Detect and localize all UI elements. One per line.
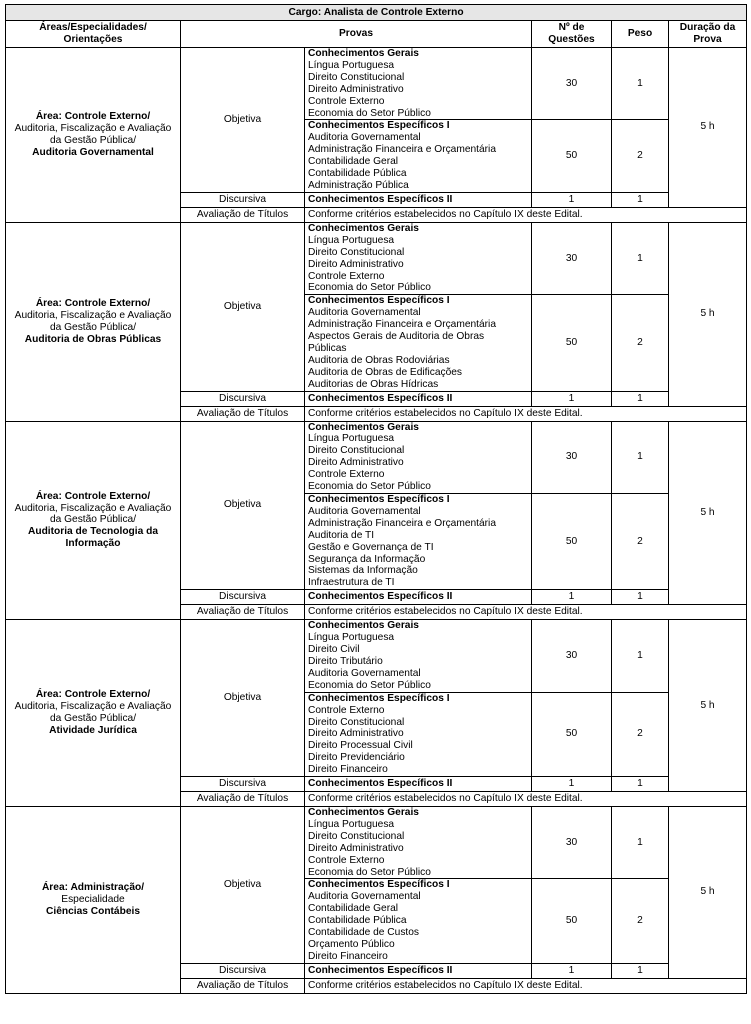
area-line: Auditoria, Fiscalização e Avaliação bbox=[14, 309, 172, 321]
questoes-cell: 30 bbox=[532, 48, 612, 120]
area-line: da Gestão Pública/ bbox=[49, 321, 137, 333]
questoes-cell: 50 bbox=[532, 494, 612, 590]
subject-item: Administração Financeira e Orçamentária bbox=[308, 319, 496, 331]
questoes-cell: 50 bbox=[532, 879, 612, 963]
conhecimentos-especificos bbox=[305, 120, 532, 192]
subject-item: Direito Financeiro bbox=[308, 950, 388, 962]
prova-titulos: Avaliação de Títulos bbox=[181, 207, 305, 222]
conhecimentos-especificos bbox=[305, 692, 532, 776]
peso-cell: 2 bbox=[612, 692, 669, 776]
titulos-texto: Conforme critérios estabelecidos no Capítulo IX deste Edital. bbox=[305, 207, 747, 222]
duracao-cell: 5 h bbox=[669, 421, 747, 605]
peso-cell: 1 bbox=[612, 421, 669, 493]
prova-objetiva: Objetiva bbox=[181, 222, 305, 391]
duracao-cell: 5 h bbox=[669, 620, 747, 792]
questoes-cell: 30 bbox=[532, 807, 612, 879]
peso-cell: 1 bbox=[612, 48, 669, 120]
subject-item: Direito Previdenciário bbox=[308, 752, 405, 764]
peso-cell: 2 bbox=[612, 120, 669, 192]
prova-titulos: Avaliação de Títulos bbox=[181, 605, 305, 620]
questoes-cell: 50 bbox=[532, 295, 612, 391]
header-peso: Peso bbox=[612, 21, 669, 48]
subject-item: Contabilidade Geral bbox=[308, 156, 399, 168]
area-cell bbox=[6, 48, 181, 223]
subject-item: Direito Constitucional bbox=[308, 716, 405, 728]
questoes-cell: 1 bbox=[532, 963, 612, 978]
peso-cell: 1 bbox=[612, 222, 669, 294]
subject-item: Auditorias de Obras Hídricas bbox=[308, 378, 439, 390]
subject-item: Orçamento Público bbox=[308, 939, 395, 950]
list-heading: Conhecimentos Gerais bbox=[308, 222, 419, 234]
header-areas: Áreas/Especialidades/ Orientações bbox=[6, 21, 181, 48]
titulos-texto: Conforme critérios estabelecidos no Capítulo IX deste Edital. bbox=[305, 792, 747, 807]
subject-item: Direito Constitucional bbox=[308, 445, 405, 457]
questoes-cell: 1 bbox=[532, 777, 612, 792]
subject-item: Língua Portuguesa bbox=[308, 59, 395, 71]
subject-item: Economia do Setor Público bbox=[308, 282, 431, 294]
subject-item: Públicas bbox=[308, 342, 347, 354]
subject-item: Contabilidade de Custos bbox=[308, 927, 420, 939]
subject-item: Direito Administrativo bbox=[308, 83, 404, 95]
area-title: Área: Controle Externo/ bbox=[35, 297, 151, 309]
duracao-cell: 5 h bbox=[669, 807, 747, 979]
discursiva-conteudo: Conhecimentos Específicos II bbox=[305, 777, 532, 792]
list-heading: Conhecimentos Gerais bbox=[308, 421, 419, 433]
subject-item: Auditoria Governamental bbox=[308, 132, 421, 144]
area-cell bbox=[6, 222, 181, 421]
conhecimentos-gerais bbox=[305, 807, 532, 879]
area-cell bbox=[6, 807, 181, 994]
area-especialidade: Atividade Jurídica bbox=[49, 725, 137, 737]
peso-cell: 1 bbox=[612, 590, 669, 605]
subject-item: Direito Financeiro bbox=[308, 764, 388, 776]
questoes-cell: 30 bbox=[532, 620, 612, 692]
area-especialidade: Auditoria Governamental bbox=[32, 146, 154, 158]
table-row bbox=[6, 222, 747, 294]
prova-discursiva: Discursiva bbox=[181, 590, 305, 605]
subject-item: Economia do Setor Público bbox=[308, 679, 431, 691]
subject-item: Auditoria Governamental bbox=[308, 667, 421, 679]
area-line: Auditoria, Fiscalização e Avaliação bbox=[14, 701, 172, 713]
area-cell bbox=[6, 620, 181, 807]
subject-item: Língua Portuguesa bbox=[308, 632, 395, 644]
questoes-cell: 1 bbox=[532, 590, 612, 605]
list-heading: Conhecimentos Gerais bbox=[308, 807, 419, 819]
prova-discursiva: Discursiva bbox=[181, 391, 305, 406]
subject-item: Segurança da Informação bbox=[308, 553, 426, 565]
subject-item: Gestão e Governança de TI bbox=[308, 541, 434, 553]
prova-objetiva: Objetiva bbox=[181, 421, 305, 590]
subject-item: Economia do Setor Público bbox=[308, 107, 431, 119]
area-title: Área: Controle Externo/ bbox=[35, 111, 151, 123]
peso-cell: 1 bbox=[612, 963, 669, 978]
area-especialidade: Auditoria de Tecnologia da Informação bbox=[28, 526, 158, 550]
subject-item: Contabilidade Pública bbox=[308, 168, 407, 180]
questoes-cell: 50 bbox=[532, 120, 612, 192]
table-row bbox=[6, 421, 747, 493]
area-especialidade: Auditoria de Obras Públicas bbox=[24, 333, 162, 345]
area-title: Área: Administração/ bbox=[41, 882, 145, 894]
discursiva-conteudo: Conhecimentos Específicos II bbox=[305, 590, 532, 605]
prova-discursiva: Discursiva bbox=[181, 777, 305, 792]
peso-cell: 1 bbox=[612, 777, 669, 792]
table-row bbox=[6, 48, 747, 120]
subject-item: Administração Financeira e Orçamentária bbox=[308, 144, 496, 156]
discursiva-conteudo: Conhecimentos Específicos II bbox=[305, 391, 532, 406]
list-heading: Conhecimentos Específicos I bbox=[308, 879, 450, 891]
subject-item: Auditoria de Obras Rodoviárias bbox=[308, 354, 450, 366]
titulos-texto: Conforme critérios estabelecidos no Capítulo IX deste Edital. bbox=[305, 605, 747, 620]
conhecimentos-gerais bbox=[305, 48, 532, 120]
subject-item: Controle Externo bbox=[308, 854, 385, 866]
subject-item: Sistemas da Informação bbox=[308, 565, 418, 577]
subject-item: Economia do Setor Público bbox=[308, 481, 431, 493]
table-row bbox=[6, 620, 747, 692]
list-heading: Conhecimentos Gerais bbox=[308, 48, 419, 59]
peso-cell: 1 bbox=[612, 807, 669, 879]
subject-item: Contabilidade Pública bbox=[308, 915, 407, 927]
duracao-cell: 5 h bbox=[669, 222, 747, 406]
peso-cell: 1 bbox=[612, 192, 669, 207]
subject-item: Direito Tributário bbox=[308, 655, 383, 667]
discursiva-conteudo: Conhecimentos Específicos II bbox=[305, 963, 532, 978]
subject-item: Língua Portuguesa bbox=[308, 234, 395, 246]
header-provas: Provas bbox=[181, 21, 532, 48]
prova-titulos: Avaliação de Títulos bbox=[181, 978, 305, 993]
peso-cell: 2 bbox=[612, 295, 669, 391]
questoes-cell: 50 bbox=[532, 692, 612, 776]
questoes-cell: 30 bbox=[532, 421, 612, 493]
subject-item: Controle Externo bbox=[308, 469, 385, 481]
peso-cell: 2 bbox=[612, 494, 669, 590]
subject-item: Auditoria de TI bbox=[308, 529, 375, 541]
discursiva-conteudo: Conhecimentos Específicos II bbox=[305, 192, 532, 207]
subject-item: Auditoria Governamental bbox=[308, 505, 421, 517]
list-heading: Conhecimentos Específicos I bbox=[308, 120, 450, 132]
subject-item: Auditoria de Obras de Edificações bbox=[308, 366, 463, 378]
prova-objetiva: Objetiva bbox=[181, 48, 305, 193]
subject-item: Auditoria Governamental bbox=[308, 891, 421, 903]
subject-item: Direito Administrativo bbox=[308, 258, 404, 270]
subject-item: Direito Processual Civil bbox=[308, 740, 413, 752]
area-line: Especialidade bbox=[61, 893, 125, 905]
subject-item: Economia do Setor Público bbox=[308, 866, 431, 878]
questoes-cell: 1 bbox=[532, 391, 612, 406]
subject-item: Controle Externo bbox=[308, 270, 385, 282]
list-heading: Conhecimentos Específicos I bbox=[308, 295, 450, 307]
titulos-texto: Conforme critérios estabelecidos no Capítulo IX deste Edital. bbox=[305, 406, 747, 421]
subject-item: Direito Administrativo bbox=[308, 457, 404, 469]
peso-cell: 2 bbox=[612, 879, 669, 963]
subject-item: Direito Constitucional bbox=[308, 71, 405, 83]
peso-cell: 1 bbox=[612, 391, 669, 406]
area-especialidade: Ciências Contábeis bbox=[46, 905, 140, 917]
conhecimentos-gerais bbox=[305, 620, 532, 692]
subject-item: Contabilidade Geral bbox=[308, 903, 399, 915]
conhecimentos-gerais bbox=[305, 222, 532, 294]
area-line: da Gestão Pública/ bbox=[49, 134, 137, 146]
subject-item: Controle Externo bbox=[308, 95, 385, 107]
area-line: Auditoria, Fiscalização e Avaliação bbox=[14, 123, 172, 135]
area-line: Auditoria, Fiscalização e Avaliação bbox=[14, 502, 172, 514]
prova-objetiva: Objetiva bbox=[181, 620, 305, 777]
list-heading: Conhecimentos Específicos I bbox=[308, 494, 450, 505]
subject-item: Língua Portuguesa bbox=[308, 818, 395, 830]
area-title: Área: Controle Externo/ bbox=[35, 490, 151, 502]
area-line: da Gestão Pública/ bbox=[49, 713, 137, 725]
peso-cell: 1 bbox=[612, 620, 669, 692]
conhecimentos-especificos bbox=[305, 295, 532, 391]
prova-titulos: Avaliação de Títulos bbox=[181, 406, 305, 421]
subject-item: Direito Civil bbox=[308, 644, 360, 656]
table-body bbox=[6, 48, 747, 994]
questoes-cell: 30 bbox=[532, 222, 612, 294]
prova-discursiva: Discursiva bbox=[181, 963, 305, 978]
subject-item: Direito Constitucional bbox=[308, 246, 405, 258]
subject-item: Direito Administrativo bbox=[308, 728, 404, 740]
subject-item: Direito Administrativo bbox=[308, 842, 404, 854]
prova-discursiva: Discursiva bbox=[181, 192, 305, 207]
list-heading: Conhecimentos Específicos I bbox=[308, 692, 450, 704]
subject-item: Infraestrutura de TI bbox=[308, 577, 395, 589]
subject-item: Auditoria Governamental bbox=[308, 307, 421, 319]
subject-item: Língua Portuguesa bbox=[308, 433, 395, 445]
header-questoes: Nº de Questões bbox=[532, 21, 612, 48]
area-line: da Gestão Pública/ bbox=[49, 514, 137, 526]
header-duracao: Duração da Prova bbox=[669, 21, 747, 48]
area-title: Área: Controle Externo/ bbox=[35, 689, 151, 701]
subject-item: Aspectos Gerais de Auditoria de Obras bbox=[308, 331, 485, 343]
cargo-table bbox=[5, 4, 747, 994]
prova-titulos: Avaliação de Títulos bbox=[181, 792, 305, 807]
conhecimentos-especificos bbox=[305, 879, 532, 963]
subject-item: Administração Pública bbox=[308, 179, 409, 191]
conhecimentos-gerais bbox=[305, 421, 532, 493]
questoes-cell: 1 bbox=[532, 192, 612, 207]
list-heading: Conhecimentos Gerais bbox=[308, 620, 419, 632]
duracao-cell: 5 h bbox=[669, 48, 747, 208]
subject-item: Direito Constitucional bbox=[308, 830, 405, 842]
table-row bbox=[6, 807, 747, 879]
subject-item: Administração Financeira e Orçamentária bbox=[308, 517, 496, 529]
area-cell bbox=[6, 421, 181, 620]
prova-objetiva: Objetiva bbox=[181, 807, 305, 964]
subject-item: Controle Externo bbox=[308, 704, 385, 716]
titulos-texto: Conforme critérios estabelecidos no Capítulo IX deste Edital. bbox=[305, 978, 747, 993]
cargo-title: Cargo: Analista de Controle Externo bbox=[6, 5, 747, 21]
conhecimentos-especificos bbox=[305, 494, 532, 590]
